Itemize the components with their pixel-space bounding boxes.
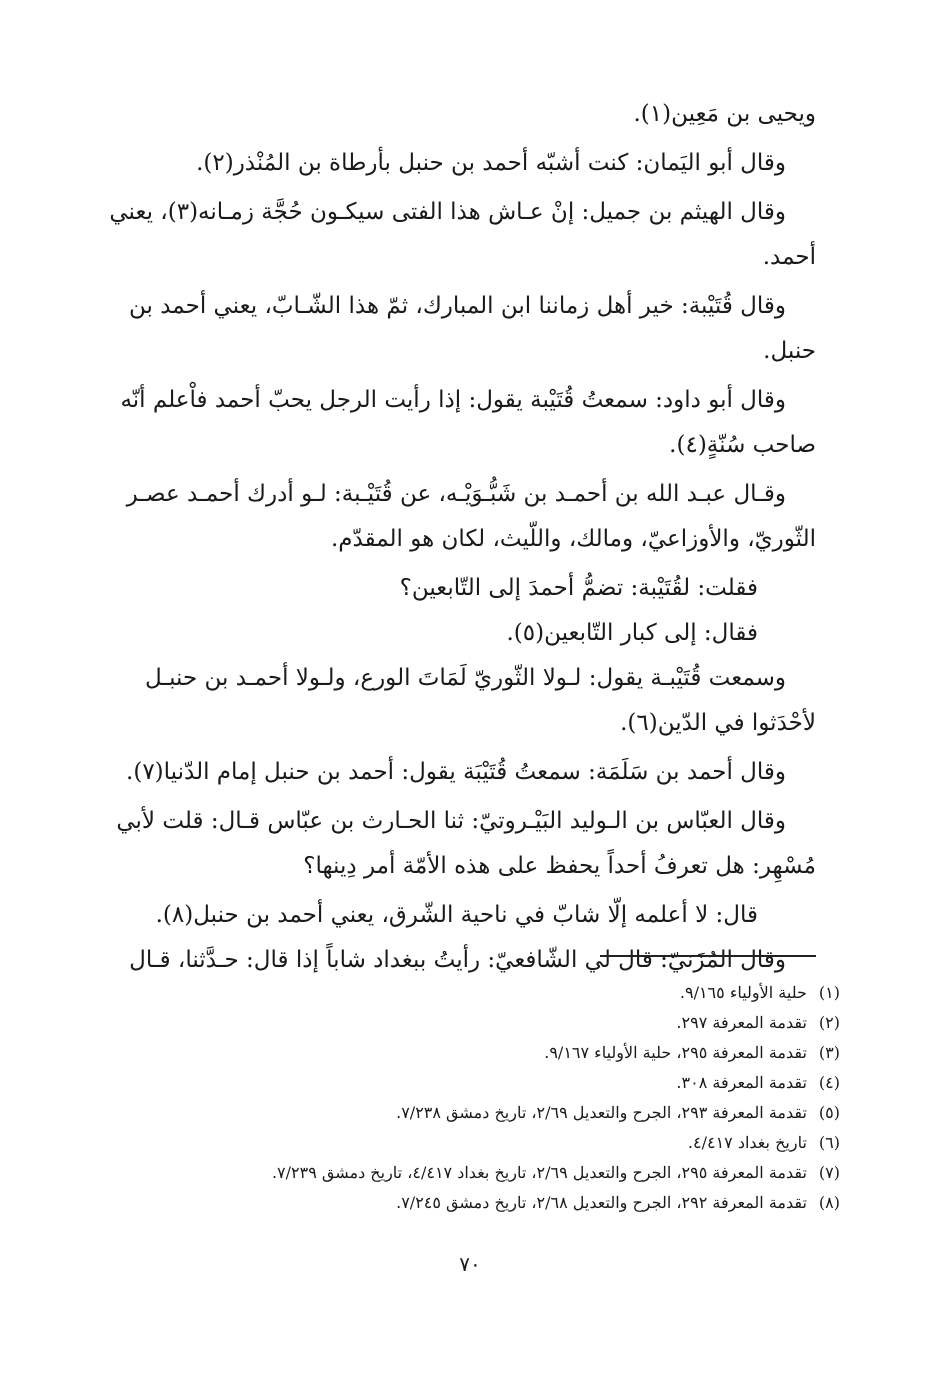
paragraph: قال: لا أعلمه إلّا شابّ في ناحية الشّرق، يعني أحمد بن حنبل(٨).	[155, 902, 758, 928]
footnote-text: تقدمة المعرفة ٢٩٣، الجرح والتعديل ٢/٦٩، تاريخ دمشق ٧/٢٣٨.	[396, 1103, 807, 1122]
paragraph: ويحيى بن مَعِين(١).	[633, 101, 816, 127]
main-text	[96, 92, 816, 987]
footnote-text: تاريخ بغداد ٤/٤١٧.	[687, 1133, 807, 1152]
footnote-text: تقدمة المعرفة ٣٠٨.	[676, 1073, 807, 1092]
footnote	[120, 1188, 840, 1218]
footnote	[120, 1008, 840, 1038]
paragraph: وقال المُزَنيّ: قال لي الشّافعيّ: رأيتُ ببغداد شاباً إذا قال: حـدَّثنا، قـال	[129, 947, 786, 973]
footnote-text: حلية الأولياء ٩/١٦٥.	[679, 983, 807, 1002]
paragraph: وقال العبّاس بن الـوليد البَيْـروتيّ: ثنا الحـارث بن عبّاس قـال: قلت لأبي مُسْهِر: هل تعرفُ أحداً يحفظ على هذه الأمّة أمر دِينها؟	[116, 808, 816, 879]
paragraph: وقال أبو اليَمان: كنت أشبّه أحمد بن حنبل بأرطاة بن المُنْذر(٢).	[196, 150, 786, 176]
paragraph: وقال الهيثم بن جميل: إنْ عـاش هذا الفتى سيكـون حُجَّة زمـانه(٣)، يعني أحمد.	[109, 199, 816, 270]
footnote-number: (٨)	[818, 1193, 840, 1212]
paragraph: وقال قُتَيْبة: خير أهل زماننا ابن المبارك، ثمّ هذا الشّـابّ، يعني أحمد بن حنبل.	[129, 293, 816, 364]
footnote	[120, 1128, 840, 1158]
footnote-text: تقدمة المعرفة ٢٩٥، الجرح والتعديل ٢/٦٩، تاريخ بغداد ٤/٤١٧، تاريخ دمشق ٧/٢٣٩.	[271, 1163, 807, 1182]
paragraph: فقلت: لقُتَيْبة: تضمُّ أحمدَ إلى التّابعين؟	[399, 575, 758, 601]
paragraph: فقال: إلى كبار التّابعين(٥).	[506, 620, 758, 646]
footnote-number: (١)	[818, 983, 840, 1002]
page-number: ٧٠	[459, 1252, 481, 1276]
footnote-number: (٢)	[818, 1013, 840, 1032]
footnote	[120, 1068, 840, 1098]
footnote-text: تقدمة المعرفة ٢٩٧.	[676, 1013, 807, 1032]
footnote-number: (٤)	[818, 1073, 840, 1092]
footnote	[120, 1098, 840, 1128]
footnote-text: تقدمة المعرفة ٢٩٢، الجرح والتعديل ٢/٦٨، تاريخ دمشق ٧/٢٤٥.	[396, 1193, 807, 1212]
footnote-text: تقدمة المعرفة ٢٩٥، حلية الأولياء ٩/١٦٧.	[544, 1043, 807, 1062]
footnote	[120, 1038, 840, 1068]
paragraph: وقال أبو داود: سمعتُ قُتَيْبة يقول: إذا رأيت الرجل يحبّ أحمد فاْعلم أنّه صاحب سُنّةٍ(٤).	[120, 387, 816, 458]
footnote-number: (٣)	[818, 1043, 840, 1062]
paragraph: وسمعت قُتَيْبـة يقول: لـولا الثّوريّ لَمَاتَ الورع، ولـولا أحمـد بن حنبـل لأحْدَثوا في الدّين(٦).	[144, 665, 816, 736]
paragraph: وقـال عبـد الله بن أحمـد بن شَبُّـوَيْـه، عن قُتَيْـبة: لـو أدرك أحمـد عصـر الثّوريّ، والأوزاعيّ، ومالك، واللّيث، لكان هو المقدّم.	[126, 481, 816, 552]
footnote-number: (٥)	[818, 1103, 840, 1122]
footnote-separator	[600, 955, 816, 957]
footnote-number: (٦)	[818, 1133, 840, 1152]
footnote-number: (٧)	[818, 1163, 840, 1182]
paragraph: وقال أحمد بن سَلَمَة: سمعتُ قُتَيْبَة يقول: أحمد بن حنبل إمام الدّنيا(٧).	[126, 759, 786, 785]
footnotes	[120, 978, 840, 1218]
footnote	[120, 1158, 840, 1188]
footnote	[120, 978, 840, 1008]
